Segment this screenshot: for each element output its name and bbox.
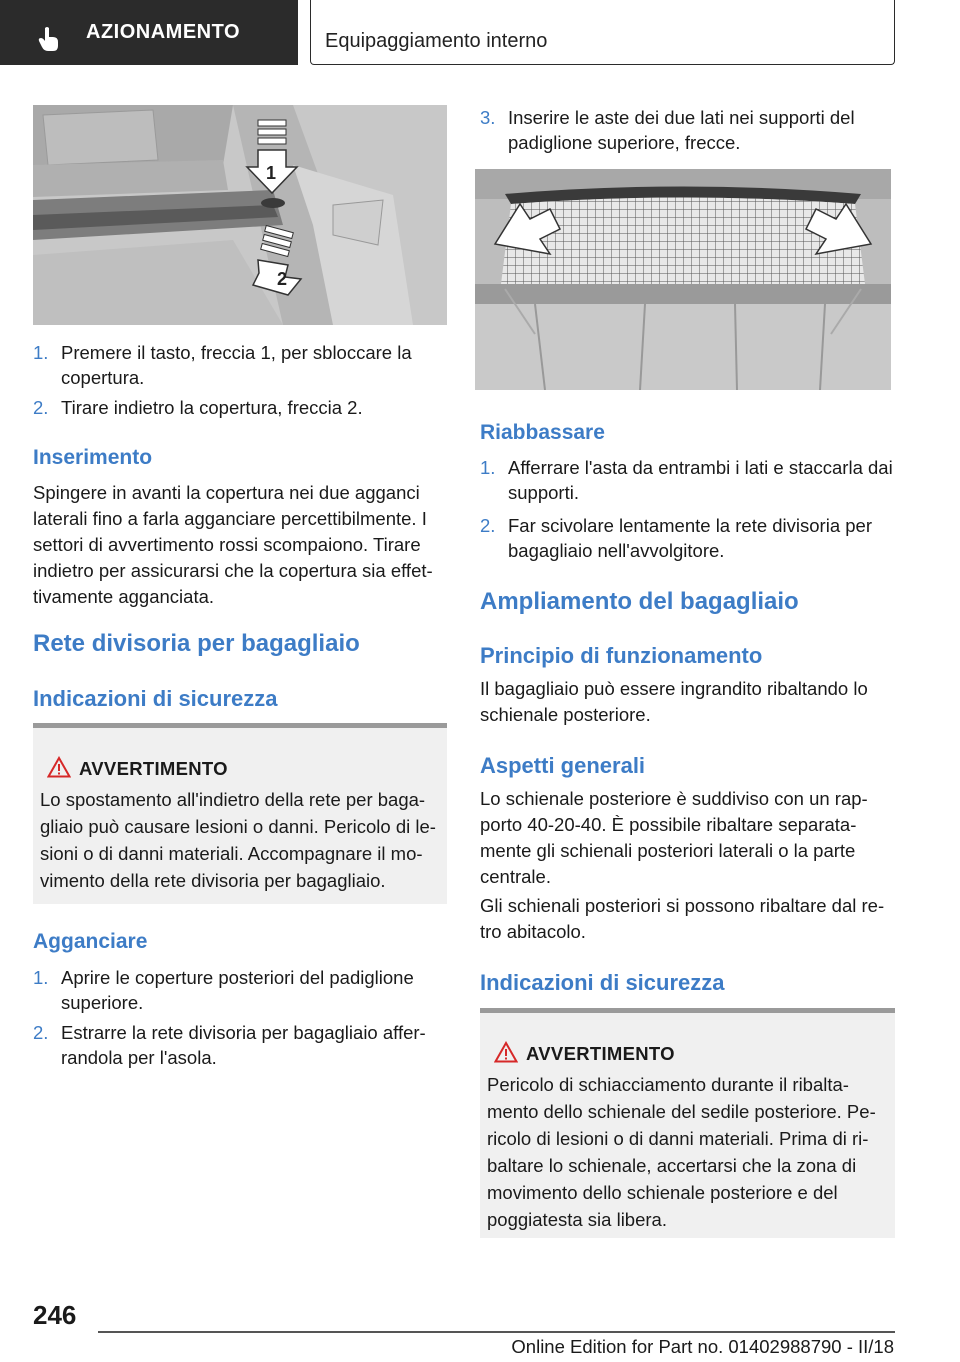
paragraph-aspetti-1: Lo schienale posteriore è suddiviso con un rap-porto 40-20-40. È possibile ribaltare separata-mente gli schienali posteriori laterali o la parte centrale. xyxy=(480,788,868,887)
heading-agganciare: Agganciare xyxy=(33,930,148,953)
warning-box-right xyxy=(480,1008,895,1238)
warning-box-left xyxy=(33,723,447,904)
warning-text: Pericolo di schiacciamento durante il ribalta-mento dello schienale del sedile posteriore. Pe-ricolo di lesioni o di danni materiali. Prima di ri-baltare lo schienale, accertarsi che la zona di movimento dello schienale posteriore e del poggiatesta sia libera. xyxy=(487,1074,876,1230)
step-text: Tirare indietro la copertura, freccia 2. xyxy=(61,397,363,418)
step-number: 1. xyxy=(33,967,49,988)
list-item xyxy=(480,105,895,155)
heading-sicurezza-right: Indicazioni di sicurezza xyxy=(480,970,725,995)
heading-riabbassare: Riabbassare xyxy=(480,421,605,444)
chapter-title: Equipaggiamento interno xyxy=(325,30,548,52)
heading-principio: Principio di funzionamento xyxy=(480,643,763,668)
paragraph-inserimento: Spingere in avanti la copertura nei due agganci laterali fino a farla agganciare percettibilmente. I settori di avvertimento rossi scompaiono. Tirare indietro per assicurarsi che la copertura sia effet-tivamente agganciata. xyxy=(33,482,433,607)
step-number: 1. xyxy=(480,457,496,478)
footer-divider xyxy=(98,1331,895,1333)
arrow-1-label: 1 xyxy=(266,163,277,183)
page-number: 246 xyxy=(33,1300,77,1330)
list-item xyxy=(33,395,447,420)
arrow-2-label: 2 xyxy=(277,269,288,289)
step-number: 3. xyxy=(480,107,496,128)
luggage-net-illustration xyxy=(475,169,891,390)
chapter-header xyxy=(310,0,895,65)
list-item xyxy=(33,1020,447,1070)
warning-text: Lo spostamento all'indietro della rete per baga-gliaio può causare lesioni o danni. Pericolo di le-sioni o di danni materiali. Accompagnare il mo-vimento della rete divisoria per bagagliaio. xyxy=(40,789,436,891)
step-number: 2. xyxy=(33,397,49,418)
step-number: 2. xyxy=(480,515,496,536)
warning-title: AVVERTIMENTO xyxy=(79,758,228,779)
step-text: Premere il tasto, freccia 1, per sbloccare la copertura. xyxy=(61,342,412,388)
heading-aspetti: Aspetti generali xyxy=(480,753,646,778)
step-text: Estrarre la rete divisoria per bagagliaio affer-randola per l'asola. xyxy=(61,1022,426,1068)
paragraph-aspetti-2: Gli schienali posteriori si possono ribaltare dal re-tro abitacolo. xyxy=(480,895,885,942)
paragraph-principio: Il bagagliaio può essere ingrandito ribaltando lo schienale posteriore. xyxy=(480,678,868,725)
heading-inserimento: Inserimento xyxy=(33,446,153,469)
step-text: Inserire le aste dei due lati nei supporti del padiglione superiore, frecce. xyxy=(508,107,855,153)
warning-title: AVVERTIMENTO xyxy=(526,1043,675,1064)
warning-triangle-icon xyxy=(47,756,71,778)
cargo-cover-illustration xyxy=(33,105,447,325)
step-text: Aprire le coperture posteriori del padiglione superiore. xyxy=(61,967,414,1013)
heading-ampliamento: Ampliamento del bagagliaio xyxy=(480,588,799,615)
step-number: 1. xyxy=(33,342,49,363)
step-text: Afferrare l'asta da entrambi i lati e staccarla dai supporti. xyxy=(508,457,893,503)
cargo-cover-figure xyxy=(33,105,447,325)
list-item xyxy=(480,513,895,563)
section-tab xyxy=(0,0,298,65)
warning-triangle-icon xyxy=(494,1041,518,1063)
luggage-net-figure xyxy=(475,169,891,390)
heading-rete-divisoria: Rete divisoria per bagagliaio xyxy=(33,630,360,657)
step-number: 2. xyxy=(33,1022,49,1043)
list-item xyxy=(480,455,895,505)
heading-sicurezza-left: Indicazioni di sicurezza xyxy=(33,686,278,711)
list-item xyxy=(33,965,447,1015)
footer-edition: Online Edition for Part no. 01402988790 - II/18 xyxy=(511,1336,894,1357)
step-text: Far scivolare lentamente la rete divisoria per bagagliaio nell'avvolgitore. xyxy=(508,515,872,561)
hand-pointer-icon xyxy=(38,26,60,52)
list-item xyxy=(33,340,447,390)
section-title: AZIONAMENTO xyxy=(86,21,241,43)
